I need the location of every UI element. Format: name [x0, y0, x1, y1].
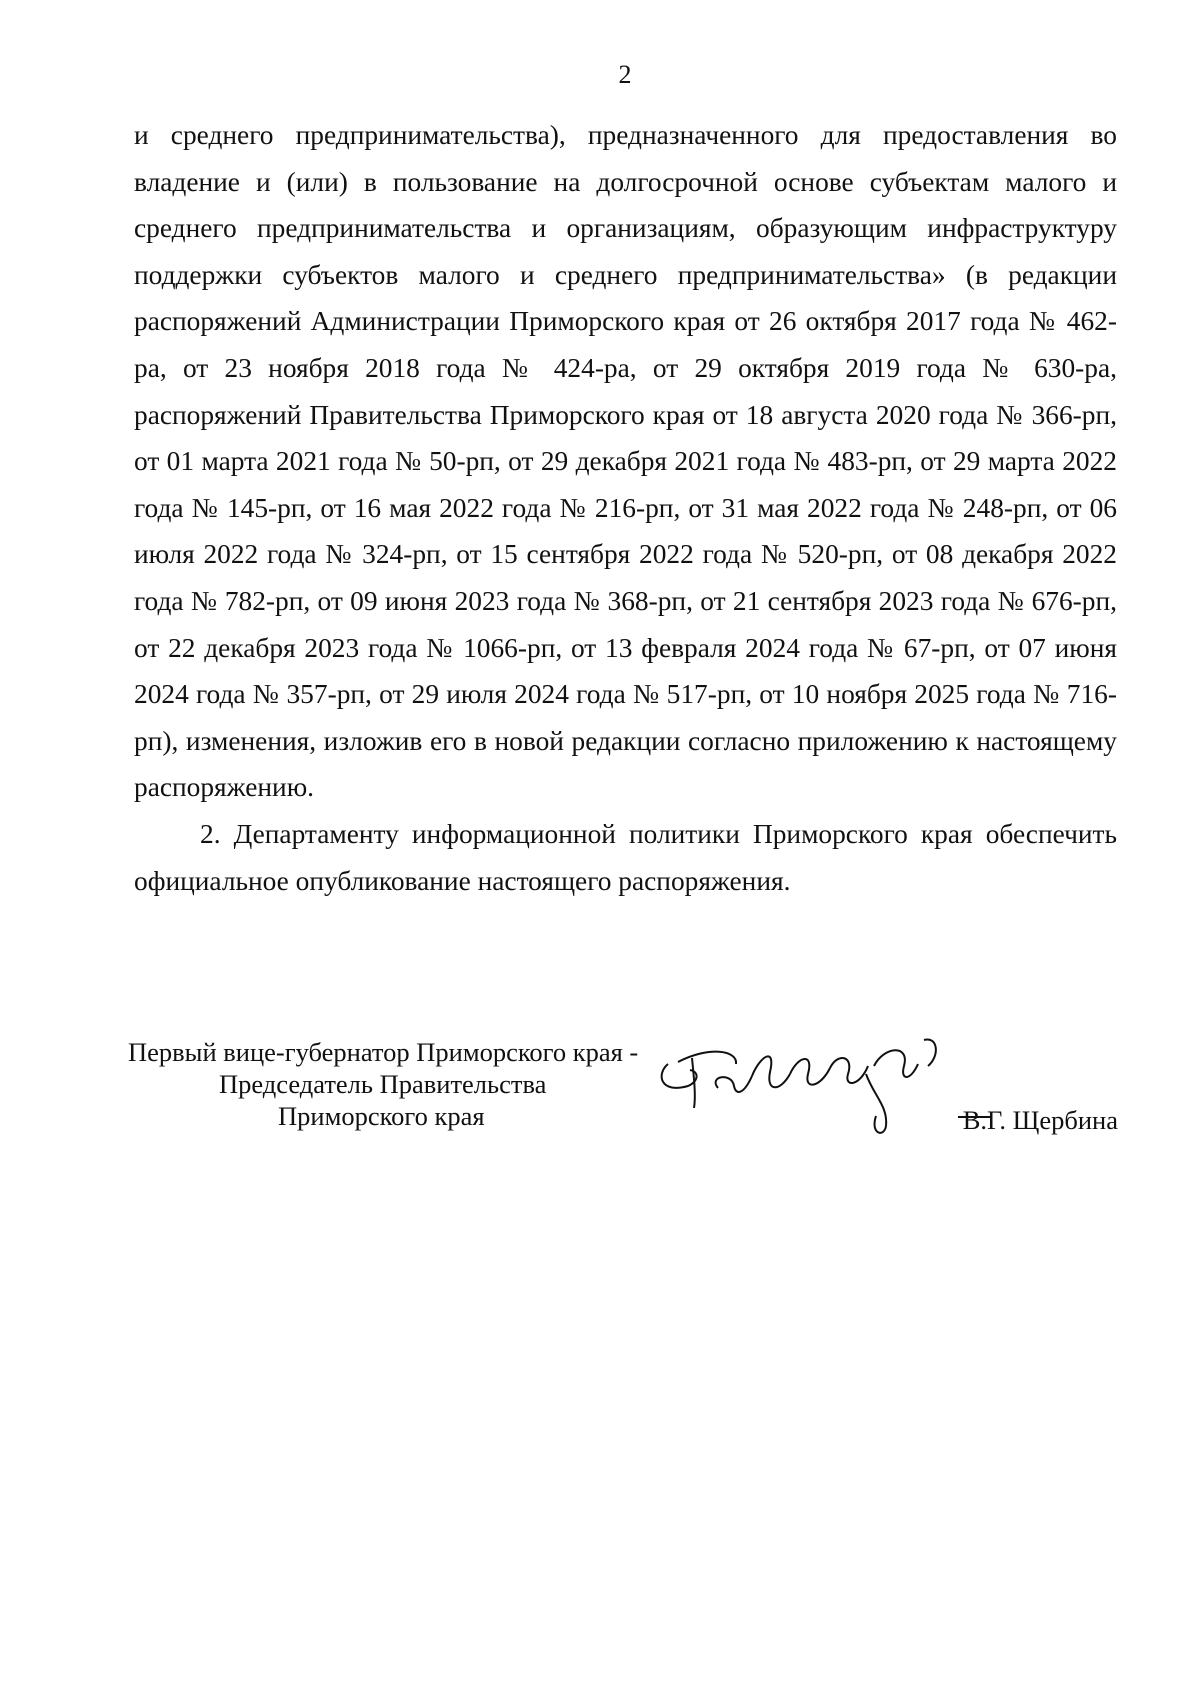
paragraph-continuation: и среднего предпринимательства), предназначенного для предоставления во владение и (или) в пользование на долгосрочной основе субъектам малого и среднего предпринимательства и организациям, образующим инфраструктуру поддержки субъектов малого и среднего предпринимательства» (в редакции распоряжений Администрации Приморского края от 26 октября 2017 года № 462-ра, от 23 ноября 2018 года № 424-ра, от 29 октября 2019 года № 630-ра, распоряжений Правительства Приморского края от 18 августа 2020 года № 366-рп, от 01 марта 2021 года № 50-рп, от 29 декабря 2021 года № 483-рп, от 29 марта 2022 года № 145-рп, от 16 мая 2022 года № 216-рп, от 31 мая 2022 года № 248-рп, от 06 июля 2022 года № 324-рп, от 15 сентября 2022 года № 520-рп, от 08 декабря 2022 года № 782-рп, от 09 июня 2023 года № 368-рп, от 21 сентября 2023 года № 676-рп, от 22 декабря 2023 года № 1066-рп, от 13 февраля 2024 года № 67-рп, от 07 июня 2024 года № 357-рп, от 29 июля 2024 года № 517-рп, от 10 ноября 2025 года № 716-рп), изменения, изложив его в новой редакции согласно приложению к настоящему распоряжению. [134, 120, 1117, 803]
signer-position-line2: Председатель Правительства [219, 1069, 547, 1099]
signature-block [128, 1036, 1118, 1146]
signer-position-line1: Первый вице-губернатор Приморского края - [128, 1037, 639, 1067]
document-body [134, 112, 1117, 904]
signer-position-line3: Приморского края [278, 1101, 485, 1131]
signer-name: В.Г. Щербина [962, 1105, 1118, 1135]
paragraph-item-2: 2. Департаменту информационной политики Приморского края обеспечить официальное опубликование настоящего распоряжения. [134, 818, 1117, 896]
page-number: 2 [618, 60, 632, 89]
